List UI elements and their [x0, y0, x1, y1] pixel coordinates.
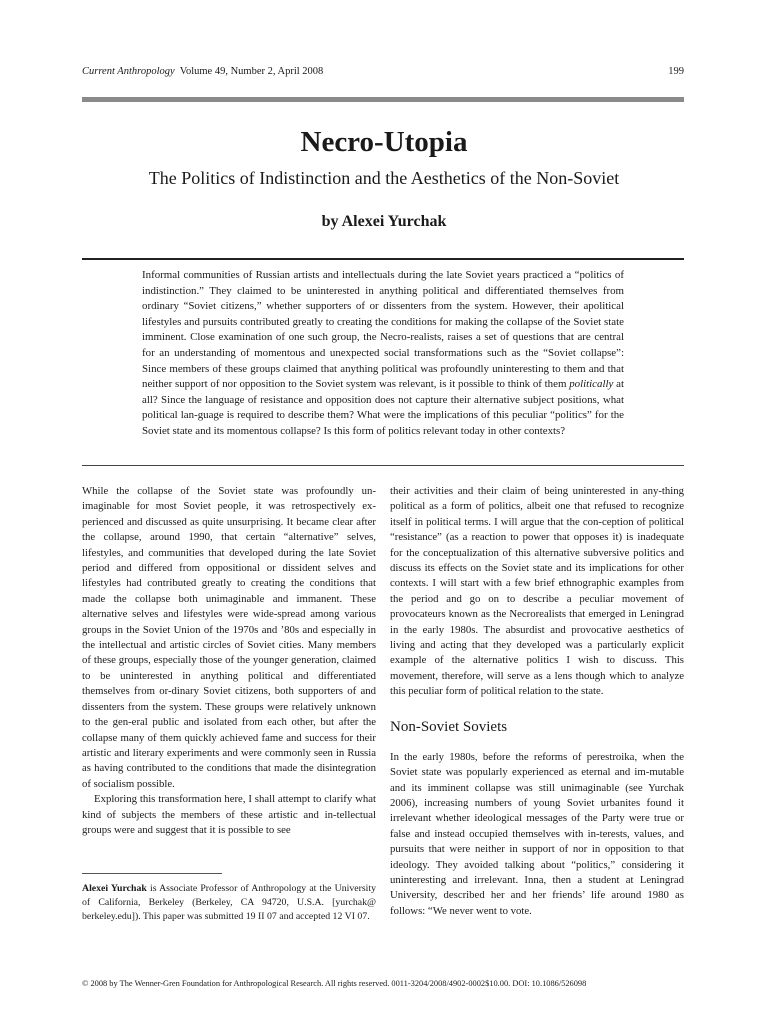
- abstract-bottom-rule: [82, 465, 684, 466]
- running-header: [82, 66, 684, 77]
- abstract-text-part2: at all? Since the language of resistance and opposition does not capture their alternative subject positions, what political lan-guage is required to describe them? What were the implications of this peculiar “politics” for the Soviet state and its momentous collapse? Is this form of politics relevant today in other contexts?: [142, 378, 624, 437]
- article-title: Necro-Utopia: [300, 126, 468, 158]
- right-column: [390, 484, 684, 919]
- author-footnote: [82, 882, 376, 925]
- body-paragraph: In the early 1980s, before the reforms of perestroika, when the Soviet state was popularly experienced as eternal and im-mutable and its imminent collapse was still unimaginable (see Yurchak 2006), increasing numbers of young Soviet urbanites found it irrelevant whether ideological messages of the Party were true or false and instead occupied themselves with in-terests, values, and pursuits that were neither in support of nor in opposition to that ideology. They avoided talking about “politics,” considering it uninteresting and irrelevant. Inna, then a student at Leningrad University, described her and her friends’ life around 1980 as follows: “We never went to vote.: [390, 750, 684, 917]
- copyright-line: © 2008 by The Wenner-Gren Foundation for Anthropological Research. All rights reserved. 0011-3204/2008/4902-0002$10.00. DOI: 10.1086/526098: [82, 979, 587, 988]
- abstract-text-part1: Informal communities of Russian artists and intellectuals during the late Soviet years practiced a “politics of indistinction.” They claimed to be uninterested in anything political and differentiated themselves from ordinary “Soviet citizens,” whether supporters of or dissenters from the system. However, their apolitical lifestyles and pursuits contributed greatly to creating the conditions for making the collapse of the Soviet state imminent. Close examination of one such group, the Necro-realists, raises a set of questions that are central for an understanding of momentous and unexpected social transformations such as the “Soviet collapse”: Since members of these groups claimed that anything political was profoundly uninteresting to them and that neither support of nor opposition to the Soviet system was relevant, is it possible to think of them: [142, 269, 624, 391]
- footnote-rule: [82, 873, 222, 874]
- abstract-emphasis: politically: [569, 378, 614, 391]
- header-rule: [82, 97, 684, 102]
- body-paragraph: While the collapse of the Soviet state was profoundly un-imaginable for most Soviet people, it was retrospectively ex-perienced and discussed as quite unsurprising. It became clear after the collapse, around 1990, that certain “alternative” selves, lifestyles, and communities that developed during the late Soviet period and differed from oppositional or dissident selves and lifestyles had contributed greatly to creating the conditions that made the collapse both unimaginable and immanent. These alternative selves and lifestyles were wide-spread among various groups in the Soviet Union of the 1970s and ’80s and especially in the intellectual and artistic circles of Soviet cities. Many members of these groups, especially those of the younger generation, claimed to be uninterested in anything political and differentiated themselves from or-dinary Soviet citizens, both supporters of and dissenters from the system. These groups were relatively unknown to the gen-eral public and isolated from each other, but after the collapse many of them quickly achieved fame and success for their artistic and literary experiments and were commonly seen in Russia as having contributed to the conditions that made the disintegration of socialism possible.: [82, 485, 376, 790]
- body-paragraph: Exploring this transformation here, I shall attempt to clarify what kind of subjects the members of these artistic and in-tellectual groups were and suggest that it is possible to see: [82, 793, 376, 836]
- section-heading: Non-Soviet Soviets: [390, 718, 508, 735]
- abstract-top-rule: [82, 258, 684, 260]
- footnote-author-name: Alexei Yurchak: [82, 883, 147, 894]
- article-author: by Alexei Yurchak: [321, 213, 447, 230]
- left-column: [82, 484, 376, 838]
- page-number: 199: [668, 66, 684, 77]
- body-paragraph: their activities and their claim of being uninterested in any-thing political as a form of politics, albeit one that refused to recognize itself in political terms. I will argue that the con-ception of political “resistance” (as a reaction to power that opposes it) is inadequate for the conceptualization of this alternative subversive politics and discuss its effects on the Soviet state and its implications for other contexts. I will start with a few brief ethnographic examples from the period and go on to describe a peculiar movement of provocateurs known as the Necrorealists that emerged in Leningrad in the early 1980s. The absurdist and provocative aesthetics of living and acting that they developed was a particularly explicit example of the alternative politics I wish to discuss. This movement, therefore, will serve as a lens though which to analyze this peculiar form of political relation to the state.: [390, 485, 684, 698]
- journal-volume: Volume 49, Number 2, April 2008: [179, 66, 324, 77]
- abstract: [142, 268, 624, 440]
- footnote-text: is Associate Professor of Anthropology at the University of California, Berkeley (Berkeley, CA 94720, U.S.A. [yurchak@ berkeley.edu]). This paper was submitted 19 II 07 and accepted 12 VI 07.: [82, 883, 376, 923]
- journal-name: Current Anthropology: [82, 66, 175, 77]
- article-subtitle: The Politics of Indistinction and the Aesthetics of the Non-Soviet: [148, 168, 620, 188]
